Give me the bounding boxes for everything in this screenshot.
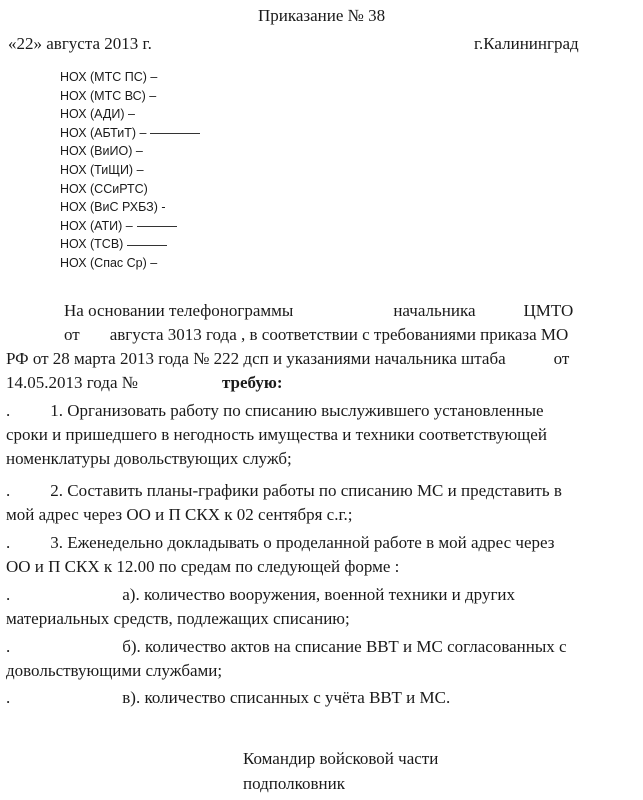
body-text: РФ от 28 марта 2013 года № 222 дсп и указаниями начальника штаба: [6, 349, 506, 368]
body-text: материальных средств, подлежащих списанию;: [6, 609, 350, 628]
body-line: [6, 557, 399, 577]
recipient-label: НОХ (ССиРТС): [60, 181, 148, 196]
recipient-label: НОХ (МТС ВС) –: [60, 88, 157, 103]
recipient-label: НОХ (АТИ) –: [60, 218, 133, 233]
body-text: мой адрес через ОО и П СКХ к 02 сентября с.г.;: [6, 505, 353, 524]
bullet-dot: .: [6, 585, 11, 604]
recipient-item: [60, 254, 200, 273]
paragraph-2: [6, 481, 562, 501]
recipient-label: НОХ (Спас Ср) –: [60, 255, 158, 270]
body-text: в). количество списанных с учёта ВВТ и МС.: [122, 688, 451, 707]
blank-line: [150, 132, 200, 134]
recipient-label: НОХ (ВиС РХБЗ) -: [60, 200, 166, 215]
signature-rank: подполковник: [243, 774, 345, 793]
body-text: На основании телефонограммы: [64, 301, 294, 320]
recipient-item: [60, 105, 200, 124]
recipient-label: НОХ (ВиИО) –: [60, 144, 143, 159]
recipient-label: НОХ (АДИ) –: [60, 107, 135, 122]
body-text: номенклатуры довольствующих служб;: [6, 449, 292, 468]
document-date: «22» августа 2013 г.: [8, 34, 152, 53]
body-text: требую:: [221, 373, 283, 392]
body-text: сроки и пришедшего в негодность имущества и техники соответствующей: [6, 425, 547, 444]
blank-line: [137, 225, 177, 227]
body-text: от: [553, 349, 570, 368]
body-line: [6, 449, 292, 469]
recipient-item: [60, 142, 200, 161]
recipient-item: [60, 68, 200, 87]
recipient-item: [60, 124, 200, 143]
recipient-label: НОХ (ТиЩИ) –: [60, 162, 144, 177]
body-line: [64, 301, 573, 321]
document-city: г.Калининград: [474, 34, 579, 53]
body-text: 14.05.2013 года №: [6, 373, 138, 392]
body-text: 2. Составить планы-графики работы по списанию МС и представить в: [50, 481, 562, 500]
body-text: довольствующими службами;: [6, 661, 223, 680]
recipient-item: [60, 217, 200, 236]
recipient-item: [60, 198, 200, 217]
recipient-label: НОХ (АБТиТ) –: [60, 125, 147, 140]
bullet-dot: .: [6, 533, 11, 552]
bullet-dot: .: [6, 481, 11, 500]
body-text: б). количество актов на списание ВВТ и МС согласованных с: [122, 637, 567, 656]
bullet-dot: .: [6, 401, 11, 420]
body-line: [6, 661, 222, 681]
body-line: [6, 349, 569, 369]
body-text: ЦМТО: [523, 301, 574, 320]
signature-title: Командир войсковой части: [243, 749, 439, 768]
document-title: Приказание № 38: [258, 6, 386, 25]
sub-item-a: [6, 585, 515, 605]
body-text: 1. Организовать работу по списанию выслужившего установленные: [50, 401, 544, 420]
body-line: [6, 373, 283, 393]
body-line: [6, 425, 547, 445]
recipient-item: [60, 235, 200, 254]
body-text: а). количество вооружения, военной техники и других: [122, 585, 516, 604]
body-text: августа 3013 года , в соответствии с требованиями приказа МО: [109, 325, 569, 344]
bullet-dot: .: [6, 688, 11, 707]
paragraph-1: [6, 401, 544, 421]
sub-item-c: [6, 688, 450, 708]
body-text: начальника: [393, 301, 476, 320]
recipient-label: НОХ (МТС ПС) –: [60, 70, 158, 84]
recipient-item: [60, 87, 200, 106]
body-text: ОО и П СКХ к 12.00 по средам по следующей форме :: [6, 557, 400, 576]
recipients-list: [60, 68, 200, 273]
body-line: [6, 609, 350, 629]
body-line: [64, 325, 568, 345]
body-text: от: [64, 325, 80, 344]
sub-item-b: [6, 637, 567, 657]
blank-line: [127, 244, 167, 246]
recipient-label: НОХ (ТСВ): [60, 237, 124, 252]
paragraph-3: [6, 533, 554, 553]
body-text: 3. Еженедельно докладывать о проделанной работе в мой адрес через: [50, 533, 555, 552]
bullet-dot: .: [6, 637, 11, 656]
recipient-item: [60, 161, 200, 180]
recipient-item: [60, 180, 200, 199]
body-line: [6, 505, 352, 525]
